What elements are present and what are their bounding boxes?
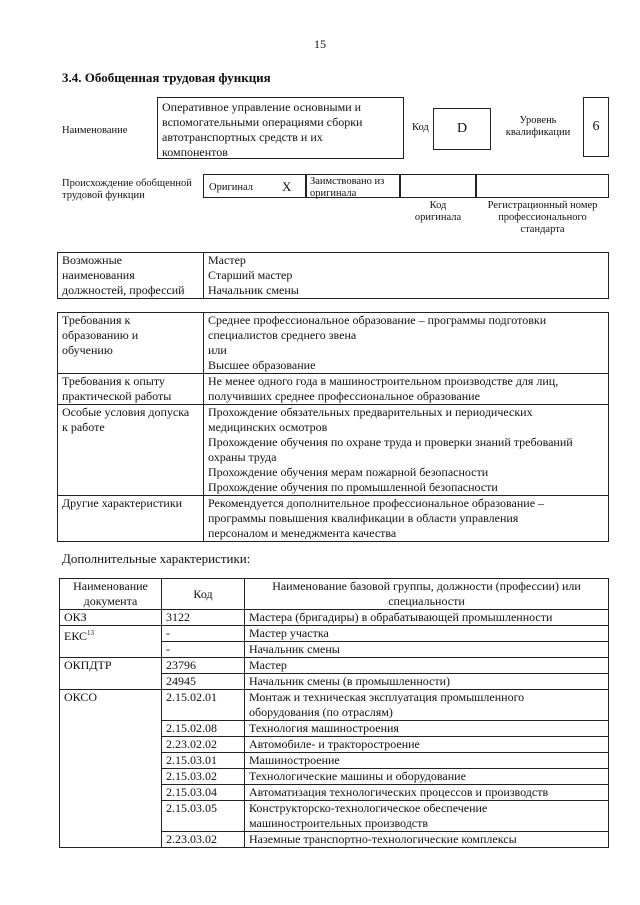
code-label: Код (412, 122, 429, 133)
additional-row (60, 610, 609, 626)
reg-number-caption: Регистрационный номер профессионального стандарта (487, 200, 598, 235)
requirement-row (58, 405, 609, 496)
additional-name: Наземные транспортно-технологические комплексы (245, 832, 609, 848)
positions-values: Мастер Старший мастер Начальник смены (204, 253, 609, 299)
additional-code: 24945 (162, 674, 245, 690)
level-label: Уровень квалификации (505, 115, 571, 138)
additional-code: - (162, 642, 245, 658)
reg-number-cell (476, 174, 609, 198)
header-name: Наименование базовой группы, должности (профессии) или специальности (245, 579, 609, 610)
additional-name: Мастер участка (245, 626, 609, 642)
requirement-label: Другие характеристики (58, 496, 204, 542)
requirement-value: Рекомендуется дополнительное профессиональное образование – программы повышения квалификации в области управления персоналом и менеджмента качества (204, 496, 609, 542)
additional-row (60, 626, 609, 642)
requirement-value: Не менее одного года в машиностроительном производстве для лиц, получивших среднее профессиональное образование (204, 374, 609, 405)
additional-name: Начальник смены (в промышленности) (245, 674, 609, 690)
additional-code: 2.23.02.02 (162, 737, 245, 753)
original-label: Оригинал (209, 182, 253, 193)
additional-code: 2.15.03.01 (162, 753, 245, 769)
code-original-cell (400, 174, 476, 198)
requirement-row (58, 496, 609, 542)
additional-code: 2.15.03.02 (162, 769, 245, 785)
additional-code: 2.15.03.05 (162, 801, 245, 832)
additional-name: Технологические машины и оборудование (245, 769, 609, 785)
additional-code: - (162, 626, 245, 642)
additional-title: Дополнительные характеристики: (62, 551, 251, 566)
header-code: Код (162, 579, 245, 610)
additional-doc: ОКСО (60, 690, 162, 848)
function-name-box (157, 97, 404, 159)
additional-code: 23796 (162, 658, 245, 674)
requirements-table (57, 312, 609, 542)
requirement-value: Среднее профессиональное образование – программы подготовки специалистов среднего звена или Высшее образование (204, 313, 609, 374)
level-value: 6 (583, 97, 609, 157)
additional-doc: ОКПДТР (60, 658, 162, 690)
additional-header-row (60, 579, 609, 610)
footnote-mark: 13 (87, 629, 95, 637)
positions-label: Возможные наименования должностей, профессий (58, 253, 204, 299)
code-value: D (433, 108, 491, 150)
additional-code: 2.15.02.08 (162, 721, 245, 737)
additional-row (60, 690, 609, 721)
code-original-caption: Код оригинала (414, 200, 462, 223)
positions-table (57, 252, 609, 299)
additional-code: 2.15.02.01 (162, 690, 245, 721)
page-number: 15 (314, 37, 326, 51)
header-doc: Наименование документа (60, 579, 162, 610)
original-cell (203, 174, 306, 198)
additional-name: Конструкторско-технологическое обеспечение машиностроительных производств (245, 801, 609, 832)
additional-code: 2.23.03.02 (162, 832, 245, 848)
additional-row (60, 658, 609, 674)
borrowed-cell: Заимствовано из оригинала (306, 174, 400, 198)
additional-table (59, 578, 609, 848)
requirement-row (58, 313, 609, 374)
function-name-lines: Оперативное управление основными и вспомогательными операциями сборки автотранспортных средств и их компонентов (162, 100, 363, 159)
additional-doc: ОКЗ (60, 610, 162, 626)
name-label: Наименование (62, 125, 128, 136)
section-title: 3.4. Обобщенная трудовая функция (62, 70, 271, 85)
origin-label: Происхождение обобщенной трудовой функции (62, 178, 192, 201)
additional-name: Автоматизация технологических процессов и производств (245, 785, 609, 801)
additional-code: 3122 (162, 610, 245, 626)
additional-name: Мастер (245, 658, 609, 674)
additional-name: Технология машиностроения (245, 721, 609, 737)
additional-name: Начальник смены (245, 642, 609, 658)
additional-name: Мастера (бригадиры) в обрабатывающей промышленности (245, 610, 609, 626)
additional-name: Машиностроение (245, 753, 609, 769)
requirement-row (58, 374, 609, 405)
requirement-label: Требования к образованию и обучению (58, 313, 204, 374)
additional-doc: ЕКС$^{13}$ (60, 626, 162, 658)
original-mark: X (282, 179, 292, 194)
additional-name: Автомобиле- и тракторостроение (245, 737, 609, 753)
additional-name: Монтаж и техническая эксплуатация промышленного оборудования (по отраслям) (245, 690, 609, 721)
requirement-label: Требования к опыту практической работы (58, 374, 204, 405)
requirement-label: Особые условия допуска к работе (58, 405, 204, 496)
additional-code: 2.15.03.04 (162, 785, 245, 801)
requirement-value: Прохождение обязательных предварительных и периодических медицинских осмотров Прохождение обучения по охране труда и проверки знаний требований охраны труда Прохождение обучения мерам пожарной безопасности Прохождение обучения по промышленной безопасности (204, 405, 609, 496)
